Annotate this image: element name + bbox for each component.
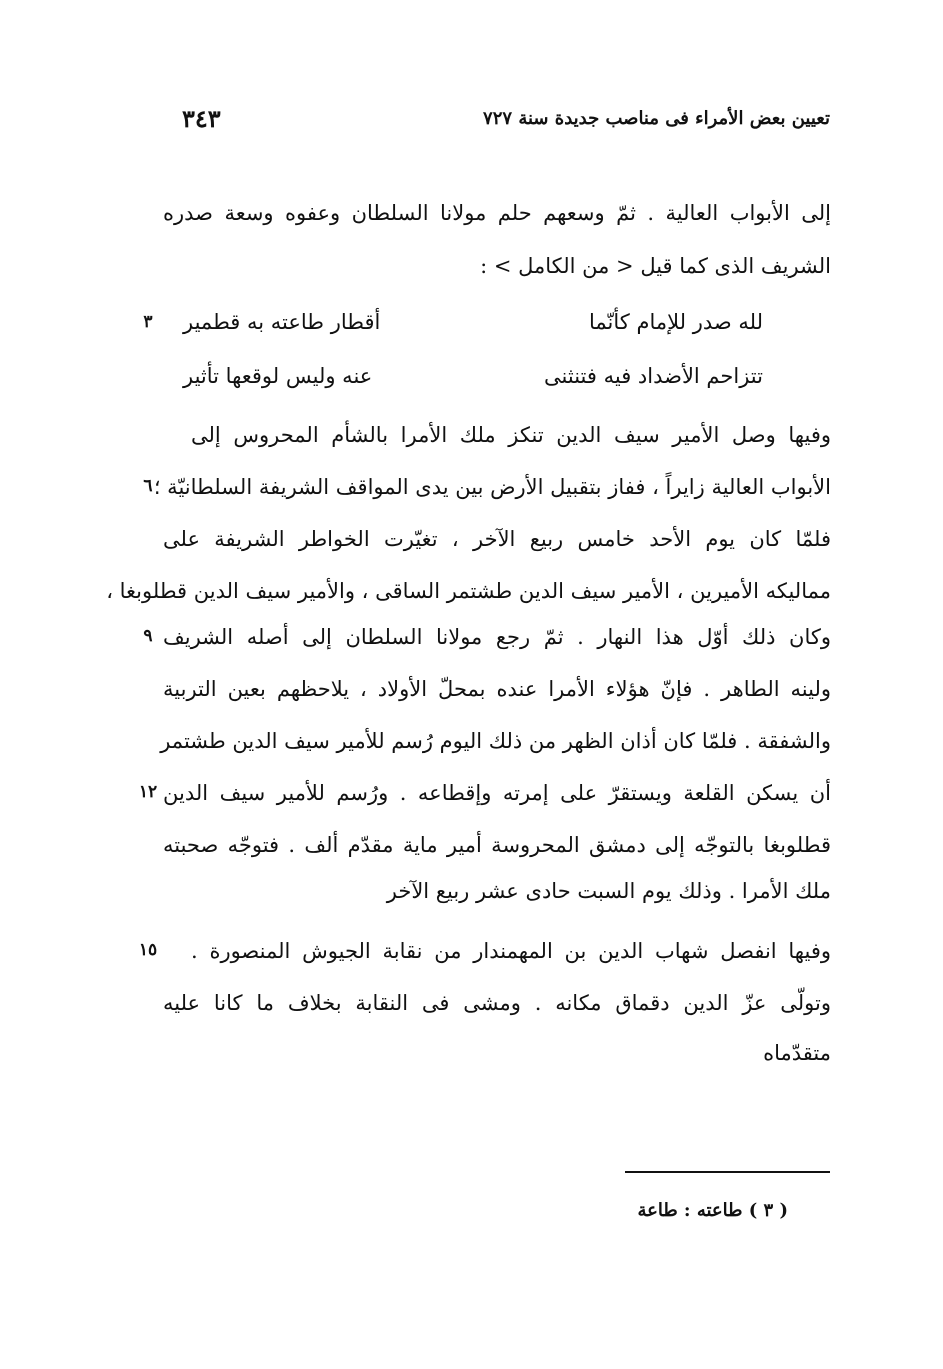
footnote-rule [625, 1171, 830, 1173]
text-line: متقدّماه [763, 1041, 831, 1065]
text-line: والشفقة . فلمّا كان أذان الظهر من ذلك اليوم رُسم للأمير سيف الدين طشتمر [160, 729, 831, 753]
verse-hemistich-second: أقطار طاعته به قطمير [183, 310, 381, 334]
running-title: تعيين بعض الأمراء فى مناصب جديدة سنة ٧٢٧ [483, 108, 830, 129]
text-line: الأبواب العالية زايراً ، ففاز بتقبيل الأرض بين يدى المواقف الشريفة السلطانيّة ؛ [153, 475, 831, 499]
running-header [170, 104, 830, 144]
text-line: ملك الأمرا . وذلك يوم السبت حادى عشر ربيع الآخر [386, 879, 831, 903]
margin-line-number: ٩ [143, 626, 153, 646]
margin-line-number: ١٥ [138, 940, 158, 960]
verse-hemistich-first: تتزاحم الأضداد فيه فتنثنى [544, 364, 763, 388]
text-line: إلى الأبواب العالية . ثمّ وسعهم حلم مولانا السلطان وعفوه وسعة صدره [163, 201, 831, 225]
verse-hemistich-second: عنه وليس لوقعها تأثير [183, 364, 373, 388]
text-line: ولينه الطاهر . فإنّ هؤلاء الأمرا عنده بمحلّ الأولاد ، يلاحظهم بعين التربية [163, 677, 831, 701]
footnote: ( ٣ ) طاعته : طاعة [637, 1200, 788, 1221]
text-line: الشريف الذى كما قيل < من الكامل > : [480, 254, 831, 278]
verse-hemistich-first: لله صدر للإمام كأنّما [589, 310, 763, 334]
verse-line [183, 351, 763, 401]
text-line: وفيها انفصل شهاب الدين بن المهمندار من نقابة الجيوش المنصورة . [191, 939, 831, 963]
text-line: فلمّا كان يوم الأحد خامس ربيع الآخر ، تغيّرت الخواطر الشريفة على [163, 527, 831, 551]
page-number: ٣٤٣ [182, 104, 221, 133]
text-line: وكان ذلك أوّل هذا النهار . ثمّ رجع مولانا السلطان إلى أصله الشريف [163, 625, 831, 649]
verse-line [183, 297, 763, 347]
text-line: قطلوبغا بالتوجّه إلى دمشق المحروسة أمير ماية مقدّم ألف . فتوجّه صحبته [163, 833, 831, 857]
text-line: وفيها وصل الأمير سيف الدين تنكز ملك الأمرا بالشأم المحروس إلى [191, 423, 831, 447]
margin-line-number: ١٢ [138, 782, 158, 802]
text-line: مماليكه الأميرين ، الأمير سيف الدين طشتمر الساقى ، والأمير سيف الدين قطلوبغا ، [106, 579, 831, 603]
text-line: وتولّى عزّ الدين دقماق مكانه . ومشى فى النقابة بخلاف ما كانا عليه [163, 991, 831, 1015]
margin-line-number: ٣ [143, 312, 153, 332]
margin-line-number: ٦ [143, 476, 153, 496]
text-line: أن يسكن القلعة ويستقرّ على إمرته وإقطاعه . ورُسم للأمير سيف الدين [163, 781, 831, 805]
